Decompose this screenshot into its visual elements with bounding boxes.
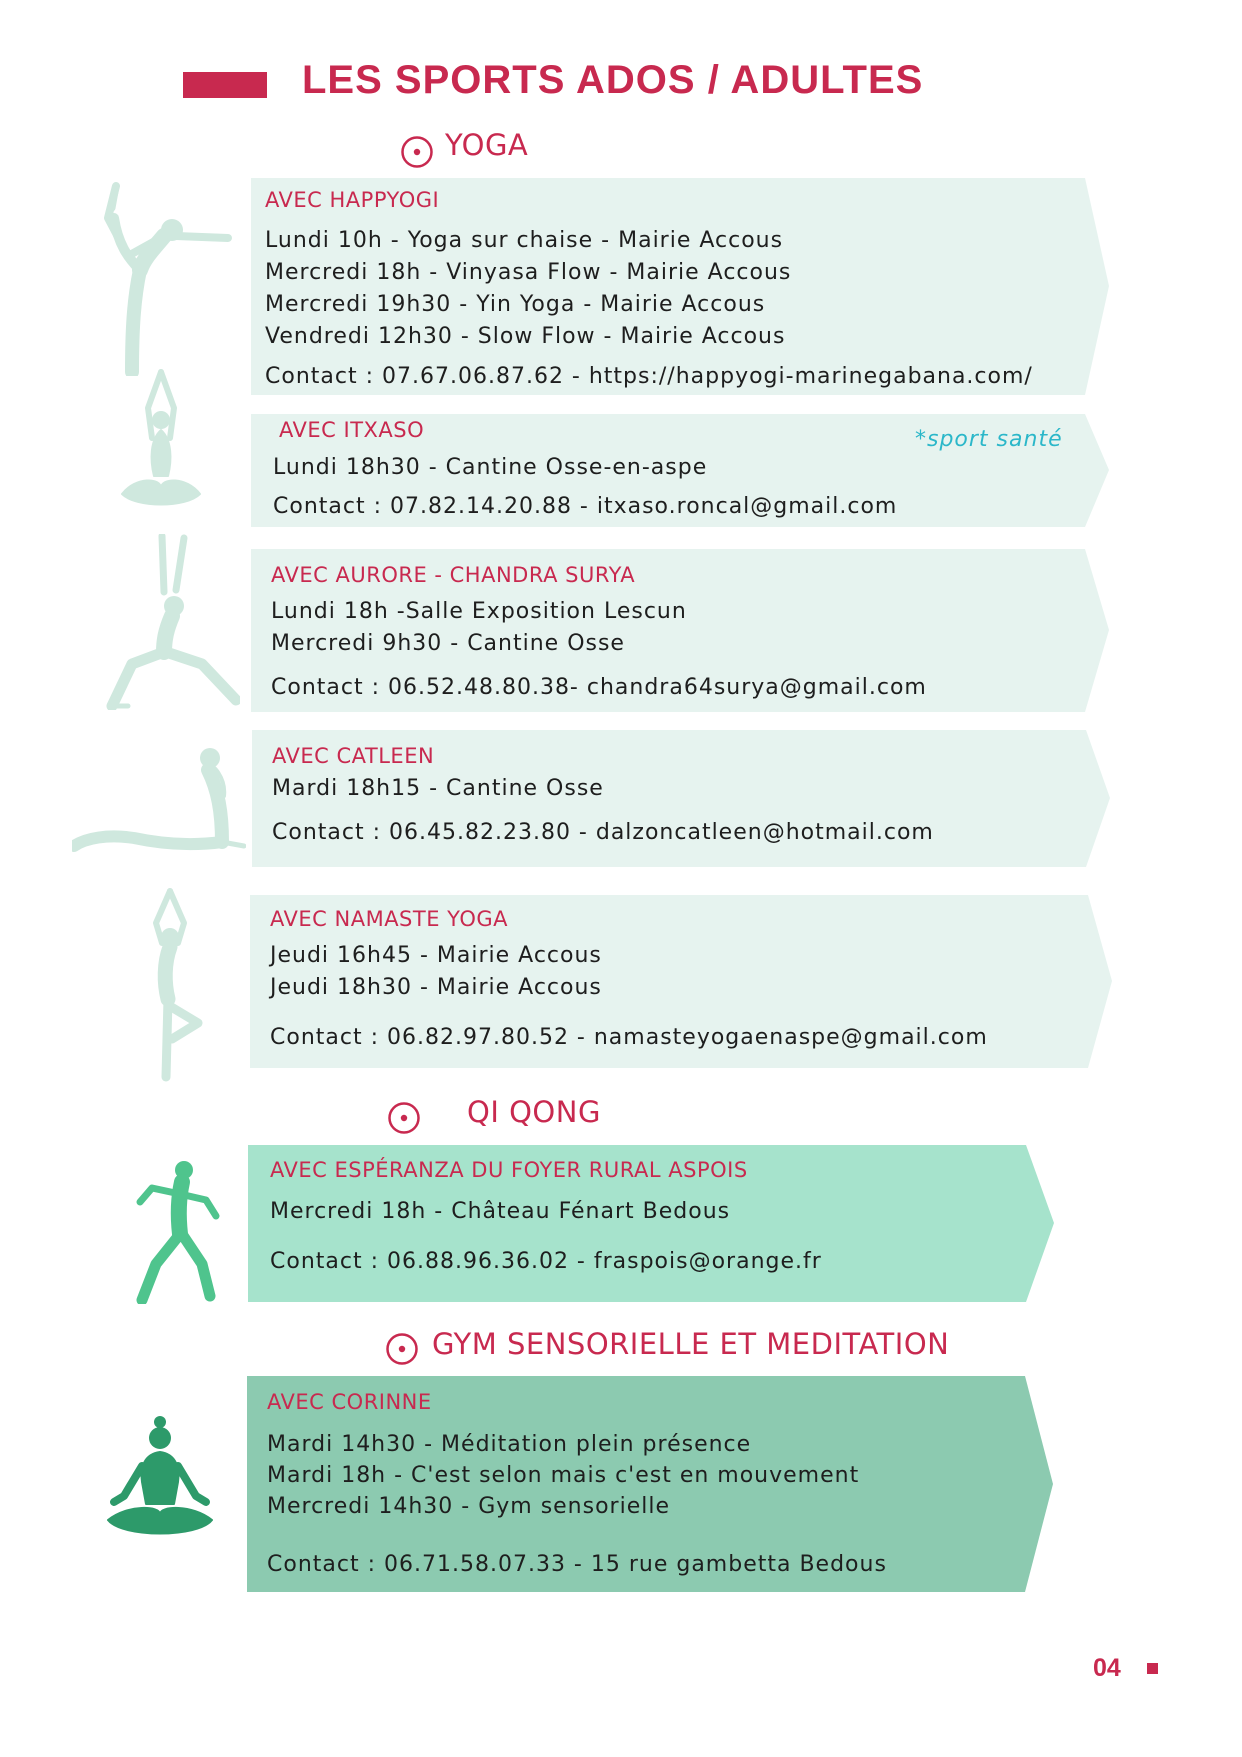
dancer-pose-icon	[88, 178, 240, 376]
card-heading: AVEC AURORE - CHANDRA SURYA	[271, 563, 636, 587]
class-card-corinne	[247, 1376, 1053, 1592]
card-heading: AVEC NAMASTE YOGA	[270, 907, 509, 931]
contact-line: Contact : 06.88.96.36.02 - fraspois@orange.fr	[270, 1249, 822, 1274]
card-heading: AVEC CORINNE	[267, 1390, 432, 1414]
schedule-line: Mercredi 18h - Château Fénart Bedous	[270, 1199, 731, 1224]
class-card-esperanza	[248, 1145, 1054, 1302]
class-card-happyogi	[251, 178, 1109, 395]
tree-pose-icon	[128, 887, 212, 1083]
card-heading: AVEC ESPÉRANZA DU FOYER RURAL ASPOIS	[270, 1158, 748, 1182]
title-bar-accent	[183, 72, 267, 98]
class-card-catleen	[252, 730, 1110, 867]
class-card-itxaso	[251, 414, 1109, 527]
target-icon	[400, 135, 434, 169]
page-number: 04	[1093, 1654, 1121, 1682]
schedule-line: Jeudi 18h30 - Mairie Accous	[270, 975, 602, 1000]
target-icon	[387, 1101, 421, 1135]
contact-line: Contact : 06.52.48.80.38- chandra64surya@gmail.com	[271, 675, 927, 700]
target-icon	[385, 1332, 419, 1366]
schedule-line: Mardi 14h30 - Méditation plein présence	[267, 1432, 752, 1457]
class-card-aurore	[251, 549, 1109, 712]
contact-line: Contact : 07.82.14.20.88 - itxaso.roncal@gmail.com	[273, 494, 898, 519]
meditation-figure-icon	[104, 1416, 216, 1546]
section-heading-gym: GYM SENSORIELLE ET MEDITATION	[432, 1327, 950, 1361]
schedule-line: Lundi 18h30 - Cantine Osse-en-aspe	[273, 455, 708, 480]
schedule-line: Lundi 10h - Yoga sur chaise - Mairie Accous	[265, 228, 784, 253]
schedule-line: Vendredi 12h30 - Slow Flow - Mairie Accous	[265, 324, 786, 349]
qigong-figure-icon	[128, 1160, 230, 1304]
cobra-pose-icon	[72, 742, 246, 854]
contact-line: Contact : 07.67.06.87.62 - https://happyogi-marinegabana.com/	[265, 364, 1033, 389]
contact-line: Contact : 06.71.58.07.33 - 15 rue gambetta Bedous	[267, 1552, 887, 1577]
card-heading: AVEC ITXASO	[279, 418, 425, 442]
schedule-line: Mercredi 14h30 - Gym sensorielle	[267, 1494, 671, 1519]
schedule-line: Mercredi 19h30 - Yin Yoga - Mairie Accous	[265, 292, 766, 317]
page-title: LES SPORTS ADOS / ADULTES	[302, 58, 924, 102]
warrior-pose-icon	[104, 534, 240, 710]
schedule-line: Mardi 18h15 - Cantine Osse	[272, 776, 604, 801]
schedule-line: Mercredi 18h - Vinyasa Flow - Mairie Accous	[265, 260, 792, 285]
section-heading-qigong: QI QONG	[467, 1095, 601, 1129]
card-heading: AVEC CATLEEN	[272, 744, 435, 768]
contact-line: Contact : 06.82.97.80.52 - namasteyogaenaspe@gmail.com	[270, 1025, 988, 1050]
schedule-line: Jeudi 16h45 - Mairie Accous	[270, 943, 602, 968]
contact-line: Contact : 06.45.82.23.80 - dalzoncatleen@hotmail.com	[272, 820, 934, 845]
schedule-line: Mardi 18h - C'est selon mais c'est en mouvement	[267, 1463, 860, 1488]
sport-sante-note: *sport santé	[915, 427, 1063, 452]
section-heading-yoga: YOGA	[445, 128, 529, 162]
schedule-line: Lundi 18h -Salle Exposition Lescun	[271, 599, 687, 624]
lotus-pose-icon	[116, 368, 206, 518]
schedule-line: Mercredi 9h30 - Cantine Osse	[271, 631, 625, 656]
page-number-square	[1147, 1663, 1158, 1674]
class-card-namaste	[250, 895, 1112, 1068]
card-heading: AVEC HAPPYOGI	[265, 188, 440, 212]
